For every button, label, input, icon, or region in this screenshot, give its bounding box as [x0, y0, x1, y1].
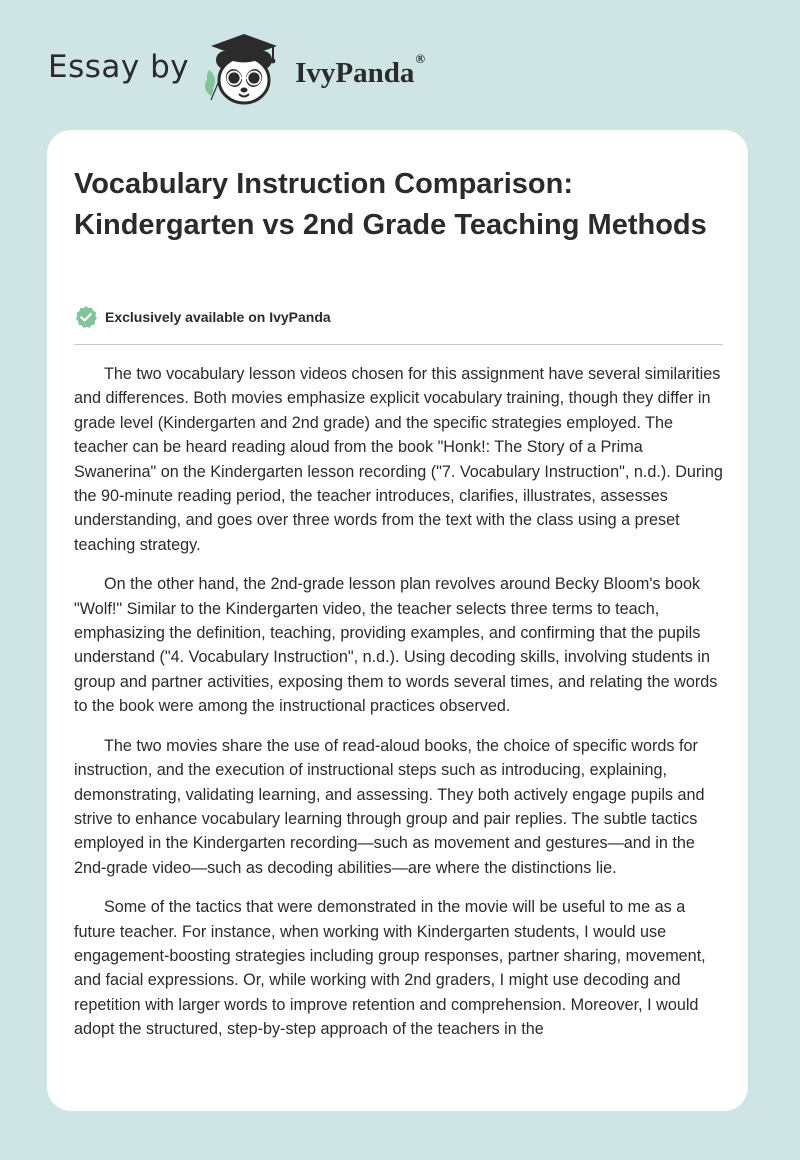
divider [74, 344, 723, 345]
brand-name: IvyPanda® [295, 50, 426, 89]
check-circle-icon [74, 305, 98, 329]
essay-paragraph: On the other hand, the 2nd-grade lesson plan revolves around Becky Bloom's book "Wolf!" Similar to the Kindergarten video, the teacher selects three terms to teach, emphasizing the definition, teaching, providing examples, and confirming that the pupils understand ("4. Vocabulary Instruction", n.d.). Using decoding skills, involving students in group and partner activities, exposing them to words several times, and relating the words to the book were among the instructional practices observed. [74, 575, 718, 716]
exclusive-label: Exclusively available on IvyPanda [105, 309, 331, 325]
essay-body [74, 362, 726, 1057]
essay-by-label: Essay by [48, 49, 190, 85]
exclusive-badge [74, 305, 331, 329]
site-header [48, 30, 425, 110]
essay-paragraph: Some of the tactics that were demonstrated in the movie will be useful to me as a future teacher. For instance, when working with Kindergarten students, I would use engagement-boosting strategies including group responses, partner sharing, movement, and facial expressions. Or, while working with 2nd graders, I might use decoding and repetition with larger words to improve retention and comprehension. Moreover, I would adopt the structured, step-by-step approach of the teachers in the [74, 898, 706, 1039]
panda-logo-icon [199, 30, 289, 110]
essay-paragraph: The two movies share the use of read-aloud books, the choice of specific words for instruction, and the execution of instructional steps such as introducing, explaining, demonstrating, validating learning, and assessing. They both actively engage pupils and strive to enhance vocabulary learning through group and pair replies. The subtle tactics employed in the Kindergarten recording—such as movement and gestures—and in the 2nd-grade video—such as decoding abilities—are where the distinctions lie. [74, 736, 705, 877]
essay-paragraph: The two vocabulary lesson videos chosen for this assignment have several similarities and differences. Both movies emphasize explicit vocabulary training, though they differ in grade level (Kindergarten and 2nd grade) and the specific strategies employed. The teacher can be heard reading aloud from the book "Honk!: The Story of a Prima Swanerina" on the Kindergarten lesson recording ("7. Vocabulary Instruction", n.d.). During the 90-minute reading period, the teacher introduces, clarifies, illustrates, assesses understanding, and goes over three words from the text with the class using a preset teaching strategy. [74, 365, 723, 554]
essay-card [47, 130, 748, 1111]
registered-mark: ® [415, 50, 426, 66]
essay-title: Vocabulary Instruction Comparison: Kindergarten vs 2nd Grade Teaching Methods [74, 168, 707, 241]
